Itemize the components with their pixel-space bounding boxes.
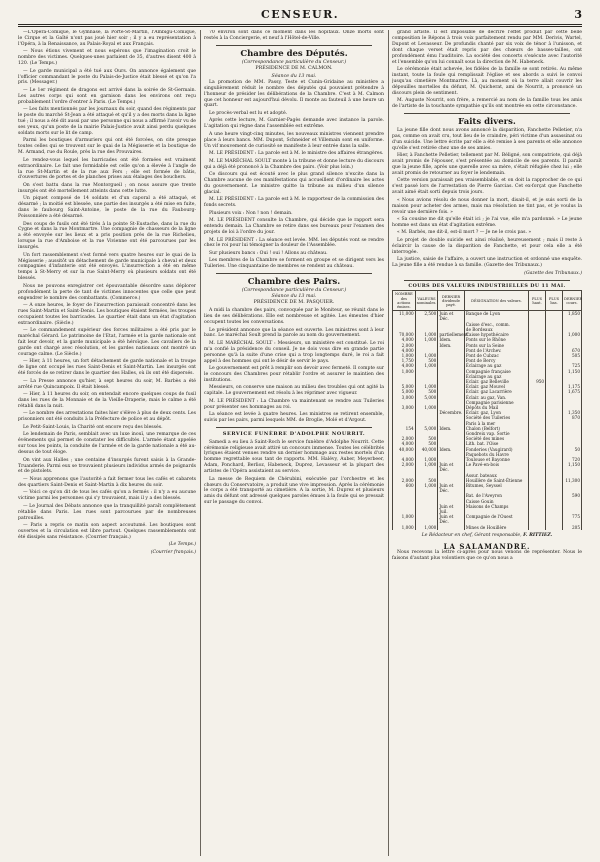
section-rule [216,45,372,46]
paragraph: Le procès-verbal est lu et adopté. [209,110,288,116]
table-cell: Décembre. [439,410,463,416]
table-cell: 11,300 [563,478,582,483]
table-cell: 1,000 [415,457,438,462]
section-title-nourrit: SERVICE FUNÈBRE D'ADOLPHE NOURRIT. [222,431,366,438]
column-3 [392,30,582,856]
table-cell: Bat. de l'Aveyron [464,493,528,498]
table-row [393,514,582,524]
table-cell [546,504,563,514]
table-cell: Éclairage au gaz [464,363,528,368]
paragraph: —L'Opéra-Comique, le Gymnase, la Porte-St-Martin, l'Ambigu-Comique, le Cirque et la Gaîté n'ont pas joué hier soir ; il y a eu représentation à l'Opéra, à la Renaissance, au Palais-Royal et aux Français. [18,30,196,47]
table-cell: 4,000 [393,348,416,353]
table-cell: Juin et Juil. [438,504,464,514]
table-cell [438,525,464,530]
paragraph: Le gouvernement est prêt à remplir son devoir avec fermeté. Il compte sur le concours des Chambres pour rétablir l'ordre et assurer le maintien des institutions. [204,366,384,383]
paragraph: — Le commandement supérieur des forces militaires a été pris par le maréchal Gérard. Le patrimoine de l'Etat, l'armée et la garde nationale ont fait leur devoir, et la garde municipale a été héroïque. Les cavaliers de la garde ont chargé avec résolution, et les gardes nationaux ont montré un courage calme. (Le Siècle.) [18,328,196,357]
table-cell: 40,000 [415,447,438,452]
table-cell: Juin et Déc. [438,514,464,524]
table-cell: 950 [529,379,546,384]
table-header-cell: DERNIER dividende payé. [438,291,464,311]
table-cell: Idem. [438,426,464,431]
paragraph: Samedi a eu lieu à Saint-Roch le service funèbre d'Adolphe Nourrit. Cette cérémonie religieuse avait attiré un concours immense. Toutes les célébrités lyriques étaient venues rendre un dernier hommage aux restes mortels d'un homme regrettable sous tant de rapports. MM. Halévy, Auber, Meyerbeer, Adam, Ponchard, Berlioz, Habeneck, Duprez, Levasseur et la plupart des artistes de l'Opéra assistaient au service. [204,439,384,475]
table-cell: 1,000 [393,369,416,374]
section-subtitle: (Correspondance particulière du Censeur.) [241,288,347,294]
table-cell [529,525,546,530]
table-cell: 1,000 [415,353,438,358]
table-cell: Éclair. gaz Lacarrière [464,389,528,394]
table-cell [563,483,582,493]
table-cell: Assur. bateaux [464,473,528,478]
paragraph: — Les faits mentionnés par les journaux du soir, quand des régiments par le poste du marché St-Jean a été attaqué et qu'il y a des morts dans la ligne tué ; il nous a été dit aussi par une personne qui nous a affirmé l'avoir vu de ses yeux, qu'un poste de la mairie Palais-Justice avait ainsi perdu quelques soldats morts sur le lit de camp. [18,107,196,136]
table-cell: Idem. [438,343,464,348]
section-rule [404,280,570,281]
paragraph: — Paris a repris ce matin son aspect accoutumé. Les boutiques sont ouvertes et la circulation est libre partout. Quelques rassemblements ont été dissipés sans résistance. (Courrier français.) [18,523,196,540]
table-cell: 1,000 [393,353,416,358]
table-cell: 1,675 [563,389,582,394]
table-cell: 1,000 [393,525,416,530]
table-cell: 500 [415,441,438,446]
salamandre-text: Nous recevons la lettre ci-après pour nous venons de représenter. Nous le faisons d'autant plus volontiers que ce qu'on nous a [392,549,582,561]
table-cell [529,462,546,472]
table-cell: Ponts sur le Rhône [464,337,528,342]
table-cell: 1,000 [563,332,582,337]
paragraph: M. LE PRÉSIDENT consulte la Chambre, qui décide que le rapport sera entendu demain. La Chambre se retire dans ses bureaux pour l'examen des projets de loi à l'ordre du jour. [204,218,384,235]
salamandre-title: LA SALAMANDRE. [443,541,531,551]
paragraph: grand artiste. Il est impossible de décrire l'effet produit par cette belle composition le Répons à trois voix parfaitement rendu par MM. Derivis, Wartel, Dupont et Levasseur. De profundis chanté par six voix de ténor à l'unisson, et dont chaque verset était repris par des chœurs de basses-tailles, ont profondément ému l'auditoire. La société des concerts s'exécute avec l'autorité et l'ensemble qu'on lui connaît sous la direction de M. Habeneck. [392,30,582,65]
table-cell: 154 [393,426,416,431]
table-cell: 500 [415,436,438,441]
table-cell: 1,000 [415,363,438,368]
table-cell: 1,000 [415,384,438,389]
paragraph: « M. Barbès, me dit-il, est-il mort ? — Je ne le crois pas. » [397,230,532,236]
table-row [393,504,582,514]
table-cell: Paquebots du Havre [464,452,528,457]
paragraph: Parmi les boutiques d'armuriers qui ont été forcées, on cite presque toutes celles qui se trouvent sur le quai de la Mégisserie et la boutique de M. Armand, rue du Roule, près la rue des Prouvaires. [18,138,196,156]
table-cell: 600 [393,483,416,493]
paragraph: — Hier, à 11 heures, un fort détachement de garde nationale et la troupe de ligne ont occupé les rues Saint-Denis et Saint-Martin. Les insurgés ont été forcés de se retirer dans le quartier des Halles, où ils ont été dispersés. [18,359,196,377]
paragraph: Messieurs, on conserve une maison au milieu des troubles qui ont agité la capitale. Le gouvernement est résolu à les réprimer avec vigueur. [204,385,384,397]
section-title-faits: Faits divers. [458,116,516,127]
paragraph: — Nous apprenons que l'autorité a fait fermer tous les cafés et cabarets des quartiers Saint-Denis et Saint-Martin à dix heures du soir. [18,476,196,488]
paragraph: M. LE PRÉSIDENT : La parole est à M. le ministre des affaires étrangères. [209,151,384,157]
paragraph: La séance est levée à quatre heures. Les ministres se retirent ensemble, suivis par les pairs, parmi lesquels MM. de Broglie, Molé et d'Argout. [204,412,384,424]
news-paragraphs [18,30,196,556]
table-cell: 2,000 [393,478,416,483]
intro-paragraphs [204,30,384,42]
faits-paragraphs [392,128,582,269]
paragraph: — Voici ce qu'on dit de tous les cafés qu'on a fermés : il n'y a eu aucune victime parmi les personnes qui s'y trouvaient, mais il y a des blessés. [18,490,196,502]
page-number: 3 [574,8,582,21]
table-cell: Le Pavé-en-bois [464,462,528,472]
table-cell: 720 [563,457,582,462]
section-rule [216,427,372,428]
table-cell: Caisse hypothécaire [464,332,528,337]
editor-label: Le Rédacteur en chef, Gérant responsable, [421,532,522,538]
table-cell [415,514,438,524]
table-cell: 11,000 [393,311,416,322]
table-cell: 1,000 [393,514,416,524]
table-cell: Société des Tuileries [464,415,528,420]
table-cell: 505 [563,353,582,358]
masthead-rule [18,24,582,25]
table-cell: Compagnie de l'Ouest [464,514,528,524]
section-subtitle: (Correspondance particulière du Censeur.) [241,59,347,65]
table-cell: 5,000 [393,384,416,389]
table-cell: Idem. [438,337,464,342]
table-cell: 205 [563,525,582,530]
table-cell [546,462,563,472]
paragraph: Hier, à Fanchette Pelletier, tellement par M. Béligné, son compatriote, qui déjà avait promis de l'épouser, s'est présentée au domicile de ses parents. Il paraît que la jeune fille, après une querelle avec sa mère, s'était réfugiée chez lui ; elle avait promis de retourner au foyer le lendemain. [392,153,582,176]
paragraph: Plusieurs voix : Non ! non ! demain. [209,210,293,216]
table-cell: 1,150 [563,369,582,374]
table-cell [529,483,546,493]
paragraph: — Nous étions vivement et nous espérons que l'imagination croit le nombre des victimes. Quelques-unes parlaient de 35, d'autres disent 400 à 120. (Le Temps.) [18,49,196,67]
table-cell [546,311,563,322]
paragraph: — Le nombre des arrestations faites hier s'élève à plus de deux cents. Les prisonniers ont été conduits à la Préfecture de police et au dépôt. [18,411,196,423]
section-title-pairs: Chambre des Pairs. [247,277,341,288]
table-cell: 40,000 [393,447,416,452]
table-body [393,311,582,530]
table-cell: Société des mines [464,436,528,441]
column-2 [204,30,384,856]
table-cell: Houillère de Saint-Étienne [464,478,528,483]
table-cell: 2,000 [393,462,416,472]
table-cell: 4,000 [393,457,416,462]
seance-date: Séance du 13 mai. [271,294,317,300]
table-cell: Compagnie parisienne [464,400,528,405]
column-1 [18,30,196,856]
masthead-rule-thin [18,26,582,27]
table-cell: Caisse d'esc., comm. [464,322,528,327]
paragraph: — Le garde municipal a été tué aux Ours. On annonce également que l'officier commandant le poste du Palais-de-Justice était blessé et qu'on l'a pris. (Messager.) [18,68,196,86]
paragraph: La messe de Requiem de Chérubini, exécutée par l'orchestre et les chœurs du Conservatoire, a produit une vive impression. Après la cérémonie le corps a été transporté au cimetière. A la sortie, M. Duprez et plusieurs amis du défunt ont adressé quelques paroles émues à la foule qui se pressait sur le passage du convoi. [204,476,384,506]
paragraph: « Sa cousine me dit qu'elle était ici ; je l'ai vue, elle m'a pardonné. » Le jeune homme est dans un état d'agitation extrême. [392,217,582,228]
table-header-cell: DERNIER cours. [563,291,582,311]
deputes-paragraphs [204,80,384,270]
source-signature: (Gazette des Tribunaux.) [524,270,582,276]
table-header-cell: VALEURS nominales. [415,291,438,311]
table-cell: Toulouse et Bayonne [464,457,528,462]
table-cell: Paris à la mer [464,421,528,426]
table-cell: Maisons de Champs [464,504,528,514]
table-cell: Lith. bat. l'Oise [464,441,528,446]
table-cell: Juin et Déc. [438,311,464,322]
table-cell: Éclairage au gaz [464,374,528,379]
table-cell: 4,000 [393,337,416,342]
presidence: PRÉSIDENCE DE M. PASQUIER. [253,300,335,306]
paragraph: A midi la chambre des pairs, convoquée par le Moniteur, se réunit dans le lieu de ses délibérations. Elle est nombreuse et agitée. Les émeutes d'hier occupent toutes les conversations. [204,308,384,326]
table-title: COURS DES VALEURS INDUSTRIELLES DU 11 MAI. [408,282,566,289]
paragraph: La jeune fille dont nous avons annoncé la disparition, Fanchette Pelletier, n'a pas, comme on avait cru, tout lieu de le craindre, péri victime d'un assassinat ou d'un suicide. Une lettre écrite par elle a été remise à ses parents et elle annonce qu'elle s'est retirée chez une de ses amies. [392,127,582,151]
table-header-cell: NOMBRE des actions émises. [393,291,416,311]
nourrit-paragraphs [204,440,384,507]
table-cell: 1,175 [563,384,582,389]
paragraph: — Le Journal des Débats annonce que la tranquillité paraît complètement rétablie dans Paris. Les rues sont parcourues par de nombreuses patrouilles. [18,503,196,521]
paragraph: M. Auguste Nourrit, son frère, a remercié au nom de la famille tous les amis de l'artiste de la touchante sympathie qu'ils ont montrée en cette circonstance. [392,98,582,110]
table-cell: Fonderies (Vaugirard) [464,447,528,452]
paragraph: La justice, saisie de l'affaire, a ouvert une instruction et ordonné une enquête. La jeune fille a été rendue à sa famille. (Gazette des Tribunaux.) [392,257,582,269]
table-cell [546,525,563,530]
table-cell [529,514,546,524]
editor-note [392,533,582,539]
table-cell: 1,350 [563,410,582,415]
table-cell: 1,000 [415,332,438,337]
table-cell: 870 [563,415,582,420]
table-cell: Juin et Déc. [438,462,464,472]
paragraph: Le président annonce que la séance est ouverte. Les ministres sont à leur banc. Le maréchal Soult prend la parole au nom du gouvernement. [204,327,384,339]
paragraph: — A onze heures, le foyer de l'insurrection paraissait concentré dans les rues Saint-Martin et Saint-Denis. Les boutiques étaient fermées, les troupes occupaient toutes les barricades. Le quartier était dans un état d'agitation extraordinaire. (Siècle.) [18,303,196,326]
table-cell: Gondreix vap. Sortie [464,431,528,436]
table-cell [546,483,563,493]
table-cell: Dépôts du Mail [464,405,528,410]
pairs-paragraphs [204,308,384,424]
paragraph: Des coups de fusils ont été tirés à la pointe St-Eustache, dans la rue du Cygne et dans la rue Montmartre. Une compagnie de chasseurs de la ligne a été envoyée sur les lieux et a pris position près de la rue Richelieu, lorsque la rue d'Amboise et la rue Vivienne ont été parcourues par les insurgés. [18,221,196,251]
table-cell: 3,000 [393,395,416,400]
paragraph: Ce discours qui est écouté avec le plus grand silence n'excite dans la Chambre aucune de ces manifestations qui accueillent d'ordinaire les actes du gouvernement. Le ministre quitte la tribune au milieu d'un silence glacial. [204,172,384,195]
paragraph: — Le 1er régiment de dragons est arrivé dans la soirée de St-Germain. Les autres corps qui sont en garnison dans les environs ont reçu probablement l'ordre d'entrer à Paris. (Le Temps.) [18,87,196,105]
editor-signature: F. RITTIEZ. [523,532,553,538]
table-row [393,311,582,322]
values-table [392,290,582,529]
table-cell: Eclair. gaz Belleville [464,379,528,384]
table-row [393,525,582,530]
table-cell: Mines de Houillère [464,525,528,530]
seance-date: Séance du 13 mai. [271,73,317,79]
paragraph: Après cette lecture, M. Garnier-Pagès demande avec instance la parole. L'agitation qui règne dans l'assemblée est extrême. [204,118,384,130]
masthead [18,8,582,22]
table-cell: Éclair. gaz Mouvel [464,384,528,389]
column-divider [388,30,389,856]
table-row [393,462,582,472]
table-header-cell: DÉSIGNATION des valeurs. [464,291,528,311]
paragraph: On s'est battu dans la rue Montorgueil ; on nous assure que trente insurgés ont été mortellement atteints dans cette lutte. [18,182,196,194]
paragraph: — Hier, à 11 heures du soir, on entendait encore quelques coups de fusil dans les rues de la Monnaie et de la Vieille-Draperie, mais le calme a été rétabli dans la nuit. [18,392,196,409]
paragraph: M. LE MARÉCHAL SOULT : Messieurs, un ministère est constitué. Le roi m'a confié la présidence du conseil. Je ne dois vous dire en grande partie personne qu'à la suite d'une crise qui a trop longtemps duré, le roi a fait appel à des hommes qui ont le désir de servir le pays. [204,340,384,364]
table-cell: Pont de Cubzac [464,353,528,358]
paragraph: Sur plusieurs bancs : Oui ! oui ! Allons au château. [209,250,328,256]
table-cell: 4,000 [393,363,416,368]
table-cell: 1,850 [563,311,582,322]
paragraph: M. LE PRÉSIDENT : La parole est à M. le rapporteur de la commission des fonds secrets. [204,197,384,209]
table-cell [546,514,563,524]
table-cell: Juin et Déc. [438,483,464,493]
paragraph: Le rendez-vous lequel les barricades ont été formées est vraiment extraordinaire. Le fait une formidable est celle qu'on a élevée à l'angle de la rue St-Martin et de la rue aux Fers ; elle est formée de bâtis, d'ouvertures de portes et de planches prises aux étalages des bouchers. [18,157,196,181]
paragraph: « Nous avions résolu de nous donner la mort, disait-il, et je suis sorti de la maison pour acheter des armes, mais ma résolution ne tint pas, et je voulus la revoir une dernière fois. » [392,197,582,215]
source-signature: (Courrier français.) [150,550,196,556]
table-cell: Caisse Gouin [464,499,528,504]
table-cell: 50 [563,447,582,452]
paragraph: La promotion de MM. Passy, Teste et Cunin-Gridaine au ministère a singulièrement réduit le nombre des députés qui pouvaient prétendre à l'honneur de présider les délibérations de la Chambre. C'est à M. Calmon que cet honneur est aujourd'hui dévolu. Il monte au fauteuil à une heure un quart. [204,79,384,109]
newspaper-title: CENSEUR. [260,8,340,21]
table-cell: 670 [563,348,582,353]
table-cell: 500 [415,358,438,363]
paragraph: 70 environ sont dans ce moment dans les hôpitaux. Onze morts sont restés à la Conciergerie, et neuf à l'Hôtel-de-Ville. [204,30,384,41]
table-header-cell: PLUS haut. [529,291,546,311]
paragraph: M. LE PRÉSIDENT : La Chambre va maintenant se rendre aux Tuileries pour présenter ses hommages au roi. [204,398,384,410]
paragraph: Le cérémonie était achevée, les fidèles de la famille se sont retirés. Au même instant, toute la foule qui remplissait l'église et ses abords a suivi le convoi jusqu'au cimetière Montmartre. Là, au moment où la terre allait couvrir les dépouilles mortelles du défunt, M. Quicherat, ami de Nourrit, a prononcé un discours plein de sentiment. [392,67,582,96]
paragraph: Le lendemain de Paris, semblait avec un luxe inouï, une remarque de ces événements qui permet de constater les difficultés. L'armée étant appelée sur tous les points, la conduite de l'armée et de la garde nationale a été au-dessus de tout éloge. [18,432,196,456]
table-cell: Pont de l'Archev. [464,348,528,353]
table-cell: 2,000 [393,436,416,441]
table-cell [529,504,546,514]
table-cell [415,504,438,514]
table-cell: 3,000 [393,405,416,410]
table-cell: 5,000 [415,426,438,431]
paragraph: Un piquet composé de 14 soldats et d'un caporal a été attaqué, et désarmé ; la moitié est blessée, une partie des insurgés a été mise en fuite, dans le faubourg Saint-Antoine, le poste de la rue du Faubourg-Poissonnière a été désarmé. [18,196,196,220]
table-cell: 2,000 [393,343,416,348]
table-cell: Ponts sur la Seine [464,343,528,348]
table-cell: Banque de Lyon [464,311,528,322]
table-cell: 1,000 [415,525,438,530]
table-cell: 2,500 [415,311,438,322]
section-title-deputes: Chambre des Députés. [240,48,348,59]
table-cell: 4,000 [393,441,416,446]
table-cell: Éclair. au gaz, Van. [464,395,528,400]
paragraph: Nous ne pouvons enregistrer cet épouvantable désordre sans déplorer profondément la perte de tant de victimes innocentes que celle que peut engendrer le nombre des combattants. (Commerce.) [18,283,196,301]
table-cell [529,311,546,322]
table-cell: 70,000 [393,332,416,337]
paragraph: Les membres de la Chambre se forment en groupe et se dirigent vers les Tuileries. Une cinquantaine de membres se rendent au château. [204,258,384,270]
source-signature: (Le Temps.) [168,542,196,548]
table-cell: 725 [563,363,582,368]
table-cell: 1,000 [415,337,438,342]
table-cell: 775 [563,514,582,524]
table-cell: Éclair. gaz, Lyon [464,410,528,415]
table-cell: 5,000 [415,395,438,400]
table-header-row [393,291,582,311]
table-cell: 500 [415,478,438,483]
table-cell: Chalon (Belfort) [464,426,528,431]
paragraph: — La Presse annonce qu'hier, à sept heures du soir, M. Barbès a été arrêté rue Quincampoix. Il était blessé. [18,378,196,390]
table-cell: 500 [415,389,438,394]
table-cell: 5,000 [393,389,416,394]
paragraph: Un fort rassemblement s'est formé vers quatre heures sur le quai de la Mégisserie ; aussitôt un détachement de garde municipale à cheval et deux compagnies d'infanterie ont été envoyés. L'insurrection a été en même temps à St-Merry et sur la rue Saint-Merry où plusieurs soldats ont été blessés. [18,252,196,282]
table-cell: 1,150 [563,462,582,472]
table-header-cell: PLUS bas. [546,291,563,311]
table-cell: Compagnie française [464,369,528,374]
table-cell: Bitumes, Seyssel [464,483,528,493]
table-cell: 1,000 [415,405,438,410]
table-cell: Pont de Bercy [464,358,528,363]
section-rule [404,113,570,114]
section-rule [216,273,372,274]
table-cell: 1,000 [415,483,438,493]
table-cell [563,504,582,514]
table-row [393,483,582,493]
paragraph: Cette version paraissait peu vraisemblable, et on doit la rapprocher de ce qui s'est passé lors de l'arrestation de Pierre Garcias. Cet ex-forçat que Fanchette avait aimé était sorti depuis trois jours. [392,178,582,196]
intro-paragraphs [392,30,582,110]
table-cell: partiellement [439,332,469,338]
paragraph: M. LE MARÉCHAL SOULT monte à la tribune et donne lecture du discours qui a déjà été prononcé à la Chambre des pairs. (Voir plus loin.) [204,158,384,170]
paragraph: M. LE PRÉSIDENT : La séance est levée. MM. les députés vont se rendre chez le roi pour lui témoigner la douleur de l'Assemblée. [204,237,384,249]
table-cell [393,504,416,514]
paragraph: Le Petit-Saint-Louis, la Charité ont encore reçu des blessés. [23,424,163,430]
table-cell: de Bordeaux [464,327,528,332]
table-cell: 1,000 [415,462,438,472]
presidence: PRÉSIDENCE DE M. CALMON. [255,65,333,71]
table-cell: 1,750 [393,358,416,363]
table-cell: 590 [563,493,582,498]
table-cell: Idem. [438,447,464,452]
paragraph: Le projet de double suicide est ainsi réalisé, heureusement ; mais il reste à éclaircir la cause de la disparition de Fanchette, et pour cela elle a été interrogée. [392,237,582,255]
column-divider [200,30,201,856]
paragraph: On vint aux Halles ; une centaine d'insurgés furent saisis à la Grande-Truanderie. Parmi eux se trouvaient plusieurs individus armés de poignards et de pistolets. [18,457,196,475]
paragraph: A une heure vingt-cinq minutes, les nouveaux ministres viennent prendre place à leurs bancs. MM. Dupont, Schneider et Villemain sont en uniforme. Un vif mouvement de curiosité se manifeste à leur entrée dans la salle. [204,131,384,149]
